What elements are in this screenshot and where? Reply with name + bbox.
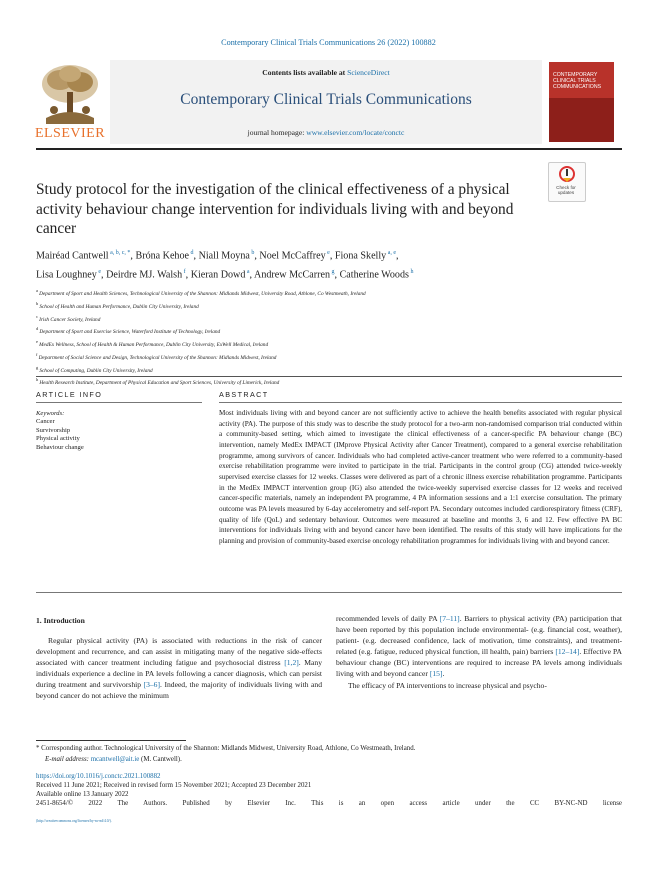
author-affiliation-marker[interactable]: h bbox=[408, 269, 414, 276]
citation-link[interactable]: [1,2] bbox=[284, 657, 299, 667]
author-name: Lisa Loughney bbox=[36, 269, 97, 281]
journal-name: Contemporary Clinical Trials Communications bbox=[180, 91, 472, 108]
affiliation: $^e$ MedEx Wellness, School of Health & Human Performance, Dublin City University, ExWell Medical, Ireland bbox=[36, 339, 269, 348]
check-updates-label: Check for updates bbox=[556, 185, 576, 195]
keyword: Physical activity bbox=[36, 435, 80, 443]
intro-column-right: recommended levels of daily PA [7–11]. Barriers to physical activity (PA) participation that have been reported by this population include environmental- (e.g. financial cost, weather), patient- (e.g. decreased confidence, lack of motivation, time constraints), and treatment-related (e.g. fatigue, reduced physical function, ill health, pain) barriers [12–14]. Effective PA behaviour change (BC) interventions are required to increase PA levels among individuals living with and beyond cancer [15]. The efficacy of PA interventions to increase physical and psycho- bbox=[336, 614, 622, 691]
citation-link[interactable]: [12–14] bbox=[555, 646, 580, 656]
doi-link[interactable]: https://doi.org/10.1016/j.conctc.2021.100882 bbox=[36, 773, 161, 780]
citation-link[interactable]: [15] bbox=[429, 668, 443, 678]
online-date: Available online 13 January 2022 bbox=[36, 790, 129, 798]
affiliation: $^f$ Department of Social Science and Design, Technological University of the Shannon: Midlands Midwest, Ireland bbox=[36, 351, 277, 361]
article-metadata bbox=[36, 773, 622, 809]
author-affiliation-marker[interactable]: a, b, c, * bbox=[108, 250, 131, 256]
affiliation: $^d$ Department of Sport and Exercise Science, Waterford Institute of Technology, Ireland bbox=[36, 326, 221, 336]
affiliation: $^b$ School of Health and Human Performance, Dublin City University, Ireland bbox=[36, 300, 199, 310]
journal-homepage: journal homepage: www.elsevier.com/locate/conctc bbox=[247, 128, 405, 137]
abstract-rule bbox=[219, 402, 622, 403]
affiliation: $^h$ Health Research Institute, Department of Physical Education and Sport Sciences, University of Limerick, Ireland bbox=[36, 377, 280, 387]
elsevier-tree-icon bbox=[36, 62, 104, 124]
corresponding-author-footnote: * Corresponding author. Technological University of the Shannon: Midlands Midwest, University Road, Athlone, Co Westmeath, Ireland. E-mail address: mcantwell@ait.ie (M. Cantwell). bbox=[36, 745, 416, 763]
author-affiliation-marker[interactable]: e bbox=[325, 250, 330, 256]
author-name: Mairéad Cantwell bbox=[36, 250, 109, 262]
author-name: Kieran Dowd bbox=[190, 269, 246, 281]
citation-link[interactable]: [3–6] bbox=[143, 679, 161, 689]
author-affiliation-marker[interactable]: f bbox=[182, 269, 186, 276]
section-divider bbox=[36, 376, 622, 377]
author-affiliation-marker[interactable]: g bbox=[330, 269, 335, 276]
keywords-label: Keywords: bbox=[36, 410, 65, 417]
sciencedirect-link[interactable]: ScienceDirect bbox=[347, 68, 390, 77]
homepage-link[interactable]: www.elsevier.com/locate/conctc bbox=[306, 128, 405, 137]
email-link[interactable]: mcantwell@ait.ie bbox=[90, 755, 140, 763]
abstract-heading: ABSTRACT bbox=[219, 390, 269, 399]
intro-paragraph: The efficacy of PA interventions to increase physical and psycho- bbox=[348, 681, 547, 691]
keyword: Survivorship bbox=[36, 426, 71, 434]
author-affiliation-marker[interactable]: a bbox=[245, 269, 250, 276]
journal-reference[interactable]: Contemporary Clinical Trials Communications 26 (2022) 100882 bbox=[221, 38, 436, 47]
check-for-updates-badge[interactable] bbox=[548, 162, 586, 202]
keywords-block bbox=[36, 410, 202, 452]
journal-cover-art bbox=[549, 98, 614, 142]
abstract-end-divider bbox=[36, 592, 622, 593]
affiliation: $^c$ Irish Cancer Society, Ireland bbox=[36, 313, 101, 323]
footnote-marker: * bbox=[36, 745, 40, 752]
author-affiliation-marker[interactable]: d bbox=[189, 250, 194, 256]
author-affiliation-marker[interactable]: e bbox=[96, 269, 102, 276]
section-heading-introduction: 1. Introduction bbox=[36, 616, 85, 625]
author-name: Andrew McCarren bbox=[254, 269, 331, 281]
header-divider bbox=[36, 148, 622, 150]
article-title: Study protocol for the investigation of the clinical effectiveness of a physical activity behaviour change intervention for individuals living with and beyond cancer bbox=[36, 181, 514, 237]
citation-link[interactable]: [7–11] bbox=[439, 614, 460, 623]
license-text: 2451-8654/© 2022 The Authors. Published by Elsevier Inc. This is an open access article under the CC BY-NC-ND license bbox=[36, 799, 622, 807]
author-name: Fiona Skelly bbox=[334, 250, 387, 262]
keyword: Behaviour change bbox=[36, 443, 84, 451]
footnote-rule bbox=[36, 740, 186, 741]
article-info-rule bbox=[36, 402, 202, 403]
received-dates: Received 11 June 2021; Received in revised form 15 November 2021; Accepted 23 December 2021 bbox=[36, 781, 312, 789]
intro-column-left: Regular physical activity (PA) is associated with reductions in the risk of cancer development and recurrence, and can assist in mitigating many of the negative side-effects associated with cancer treatment including fatigue and psychosocial distress [1,2]. Many individuals experience a decline in PA levels following a cancer diagnosis, which can persist during treatment and survivorship [3–6]. Indeed, the majority of individuals living with and beyond cancer do not achieve the minimum bbox=[36, 636, 323, 700]
keyword: Cancer bbox=[36, 418, 55, 426]
author-name: Catherine Woods bbox=[339, 269, 409, 281]
license-link[interactable]: (http://creativecommons.org/licenses/by-nc-nd/4.0/). bbox=[36, 819, 112, 823]
affiliation: $^a$ Department of Sport and Health Sciences, Technological University of the Shannon: Midlands Midwest, University Road, Athlone, Co Westmeath, Ireland bbox=[36, 288, 366, 297]
elsevier-wordmark: ELSEVIER bbox=[34, 126, 106, 141]
affiliation: $^g$ School of Computing, Dublin City University, Ireland bbox=[36, 364, 153, 374]
check-updates-icon bbox=[559, 166, 575, 184]
author-name: Deirdre MJ. Walsh bbox=[106, 269, 183, 281]
journal-cover-title: CONTEMPORARY CLINICAL TRIALS COMMUNICATIONS bbox=[553, 72, 602, 90]
contents-line: Contents lists available at ScienceDirect bbox=[262, 68, 390, 77]
author-affiliation-marker[interactable]: a, e bbox=[386, 250, 397, 256]
article-info-heading: ARTICLE INFO bbox=[36, 390, 103, 399]
author-affiliation-marker[interactable]: b bbox=[249, 250, 255, 256]
author-name: Bróna Kehoe bbox=[135, 250, 190, 262]
abstract-text: Most individuals living with and beyond cancer are not sufficiently active to achieve the health benefits associated with regular physical activity (PA). The purpose of this study was to describe the study protocol for a two-arm non-randomised comparison trial conducted within a community-based setting, which aimed to investigate the clinical effectiveness of a cancer-specific PA behaviour change (BC) intervention, namely MedEx IMPACT (IMprove Physical Activity after Cancer Treatment), compared to a general exercise rehabilitation programme, among survivors of cancer. Individuals who had completed active-cancer treatment who were referred to a community-based exercise rehabilitation programme were invited to participate in the trial. Participants in the control group (CG) attended twice-weekly supervised exercise classes for 12 weeks. Classes were delivered as part of a chronic illness exercise rehabilitation programme. Participants in the MedEx IMPACT intervention group (IG) also attended the twice-weekly supervised exercise classes for 12 weeks and received cancer-specific materials, namely an independent PA programme, 4 PA information sessions and a 1:1 exercise consultation. The primary outcome was PA levels measured by 6-day accelerometry and self-report PA. Secondary outcomes included cardiorespiratory fitness (CRF), quality of life (QoL) and sedentary behaviour. Outcomes were measured at baseline and months 3, 6 and 12. Few effective PA BC interventions for individuals living with and beyond cancer have been identified. The results of this study will have implications for the planning and provision of community-based exercise oncology rehabilitation programmes for individuals living with and beyond cancer. bbox=[219, 409, 622, 545]
affiliation-list bbox=[36, 286, 596, 388]
author-name: Niall Moyna bbox=[198, 250, 250, 262]
author-list: Mairéad Cantwell $^{a, b, c, *}$, Bróna Kehoe $^d$, Niall Moyna $^b$, Noel McCaffrey $^e$, Fiona Skelly $^{a, e}$, Lisa Loughney $^e$, Deirdre MJ. Walsh $^f$, Kieran Dowd $^a$, Andrew McCarren $^g$, Catherine Woods $^h$ bbox=[36, 250, 414, 281]
author-name: Noel McCaffrey bbox=[259, 250, 326, 262]
